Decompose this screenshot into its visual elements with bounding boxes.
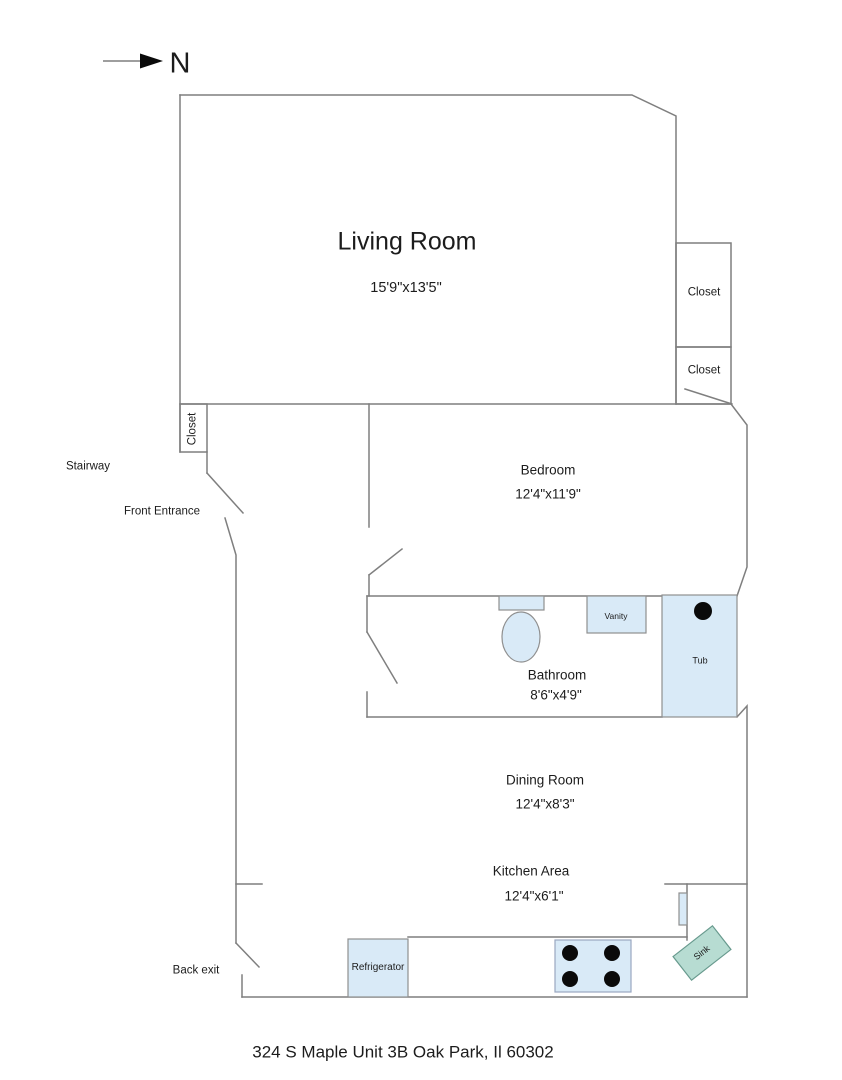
toilet-icon [499, 596, 544, 662]
closet-right-lower-label: Closet [687, 364, 721, 377]
living-room-label: Living Room [337, 227, 477, 256]
living-room-dimensions: 15'9"x13'5" [370, 279, 442, 296]
counter-panel-shape [679, 893, 687, 925]
tub-drain-icon [694, 602, 712, 620]
bedroom-dimensions: 12'4"x11'9" [515, 486, 581, 502]
sink-label: Sink [691, 943, 712, 962]
stove-icon [555, 940, 631, 992]
kitchen-area-dimensions: 12'4"x6'1" [504, 888, 564, 904]
kitchen-area-label: Kitchen Area [492, 863, 570, 879]
closet-left-label: Closet [186, 412, 199, 446]
address-title: 324 S Maple Unit 3B Oak Park, Il 60302 [252, 1042, 554, 1062]
vanity-label: Vanity [604, 610, 628, 621]
bedroom-label: Bedroom [520, 462, 576, 478]
stairway-label: Stairway [65, 460, 111, 473]
bathroom-label: Bathroom [527, 667, 587, 683]
back-exit-label: Back exit [172, 964, 220, 977]
north-arrow-icon [103, 54, 163, 69]
dining-room-label: Dining Room [505, 772, 585, 788]
dining-room-dimensions: 12'4"x8'3" [515, 796, 575, 812]
tub-label: Tub [692, 655, 708, 666]
north-label: N [169, 47, 191, 80]
front-entrance-label: Front Entrance [123, 505, 201, 518]
refrigerator-label: Refrigerator [351, 962, 405, 973]
closet-right-upper-label: Closet [687, 286, 721, 299]
bathroom-dimensions: 8'6"x4'9" [530, 687, 582, 703]
